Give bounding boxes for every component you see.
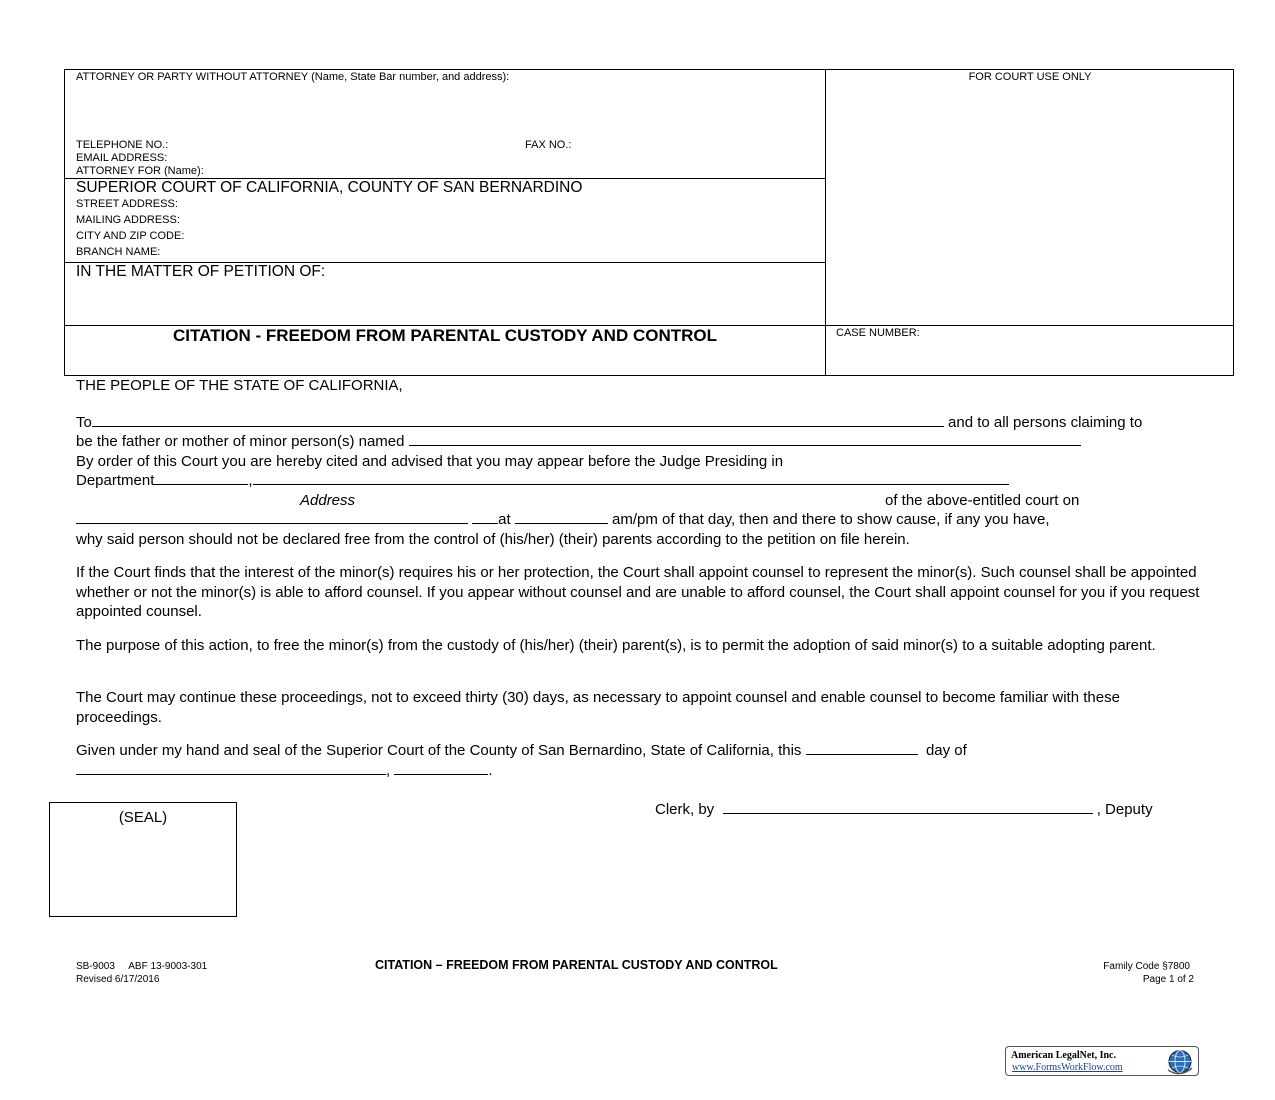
seal-label: (SEAL) [118, 809, 168, 826]
father-mother-text: be the father or mother of minor person(s) named [76, 433, 405, 450]
address-blank[interactable] [253, 472, 1009, 485]
department-label: Department [76, 472, 155, 489]
case-number-label: CASE NUMBER: [836, 327, 920, 339]
court-name: SUPERIOR COURT OF CALIFORNIA, COUNTY OF SAN BERNARDINO [76, 179, 583, 196]
court-use-label: FOR COURT USE ONLY [968, 71, 1092, 83]
to-line [76, 413, 1201, 433]
above-entitled-text: of the above-entitled court on [885, 492, 1080, 509]
given-text: Given under my hand and seal of the Superior Court of the County of San Bernardino, State of California, this [76, 742, 802, 759]
month-blank[interactable] [76, 762, 386, 775]
clerk-label: Clerk, by [655, 801, 715, 818]
father-mother-line [76, 432, 1081, 452]
hearing-time-blank[interactable] [515, 511, 608, 524]
day-of-label: day of [925, 742, 967, 759]
attorney-label: ATTORNEY OR PARTY WITHOUT ATTORNEY (Name, State Bar number, and address): [76, 71, 510, 83]
department-line: Department , [76, 471, 1009, 491]
telephone-label: TELEPHONE NO.: [76, 139, 169, 151]
branch-name-label: BRANCH NAME: [76, 246, 161, 258]
footer-title: CITATION – FREEDOM FROM PARENTAL CUSTODY AND CONTROL [375, 958, 778, 972]
to-prefix: To [76, 414, 92, 431]
continue-paragraph: The Court may continue these proceedings, not to exceed thirty (30) days, as necessary to appoint counsel and enable counsel to become familiar with these proceedings. [76, 689, 1120, 726]
footer-page: Page 1 of 2 [1142, 974, 1194, 985]
deputy-label: , Deputy [1096, 801, 1153, 818]
attorney-for-label: ATTORNEY FOR (Name): [76, 165, 204, 177]
email-label: EMAIL ADDRESS: [76, 152, 168, 164]
department-blank[interactable] [154, 472, 248, 485]
city-zip-label: CITY AND ZIP CODE: [76, 230, 185, 242]
logo-company: American LegalNet, Inc. [1011, 1050, 1116, 1061]
matter-label: IN THE MATTER OF PETITION OF: [76, 263, 326, 280]
at-label: at [498, 511, 511, 528]
form-title: CITATION - FREEDOM FROM PARENTAL CUSTODY AND CONTROL [173, 326, 717, 345]
globe-icon [1166, 1048, 1194, 1075]
year-blank[interactable] [394, 762, 488, 775]
clerk-line [655, 800, 1153, 820]
day-blank[interactable] [806, 742, 918, 755]
footer-family-code: Family Code §7800 [1103, 961, 1190, 972]
to-name-blank[interactable] [92, 414, 944, 427]
purpose-paragraph: The purpose of this action, to free the minor(s) from the custody of (his/her) (their) parent(s), is to permit the adoption of said minor(s) to a suitable adopting parent. [76, 637, 1156, 654]
logo-url[interactable]: www.FormsWorkFlow.com [1012, 1062, 1123, 1073]
to-suffix: and to all persons claiming to [948, 414, 1143, 431]
american-legalnet-logo[interactable] [1005, 1046, 1199, 1076]
street-address-label: STREET ADDRESS: [76, 198, 178, 210]
order-line: By order of this Court you are hereby cited and advised that you may appear before the Judge Presiding in [76, 453, 784, 470]
minor-name-blank[interactable] [409, 433, 1081, 446]
fax-label: FAX NO.: [525, 139, 572, 151]
clerk-signature-blank[interactable] [723, 801, 1093, 814]
date-time-line [76, 510, 1050, 530]
hearing-prefix-blank[interactable] [472, 511, 498, 524]
counsel-paragraph: If the Court finds that the interest of the minor(s) requires his or her protection, the Court shall appoint counsel to represent the minor(s). Such counsel shall be appointed whether or not the minor(s) is able to afford counsel. If you appear without counsel and are unable to afford counsel, the Court shall appoint counsel for you if you request appointed counsel. [76, 564, 1200, 620]
given-line [76, 741, 967, 761]
footer-revised: Revised 6/17/2016 [76, 974, 160, 985]
month-year-line: , . [76, 761, 493, 781]
hearing-date-blank[interactable] [76, 511, 468, 524]
ampm-text: am/pm of that day, then and there to show cause, if any you have, [612, 511, 1050, 528]
address-label: Address [300, 492, 356, 509]
footer-form-code: SB-9003 ABF 13-9003-301 [76, 961, 208, 972]
people-line: THE PEOPLE OF THE STATE OF CALIFORNIA, [76, 377, 403, 394]
mailing-address-label: MAILING ADDRESS: [76, 214, 180, 226]
why-line: why said person should not be declared free from the control of (his/her) (their) parents according to the petition on file herein. [76, 531, 910, 548]
